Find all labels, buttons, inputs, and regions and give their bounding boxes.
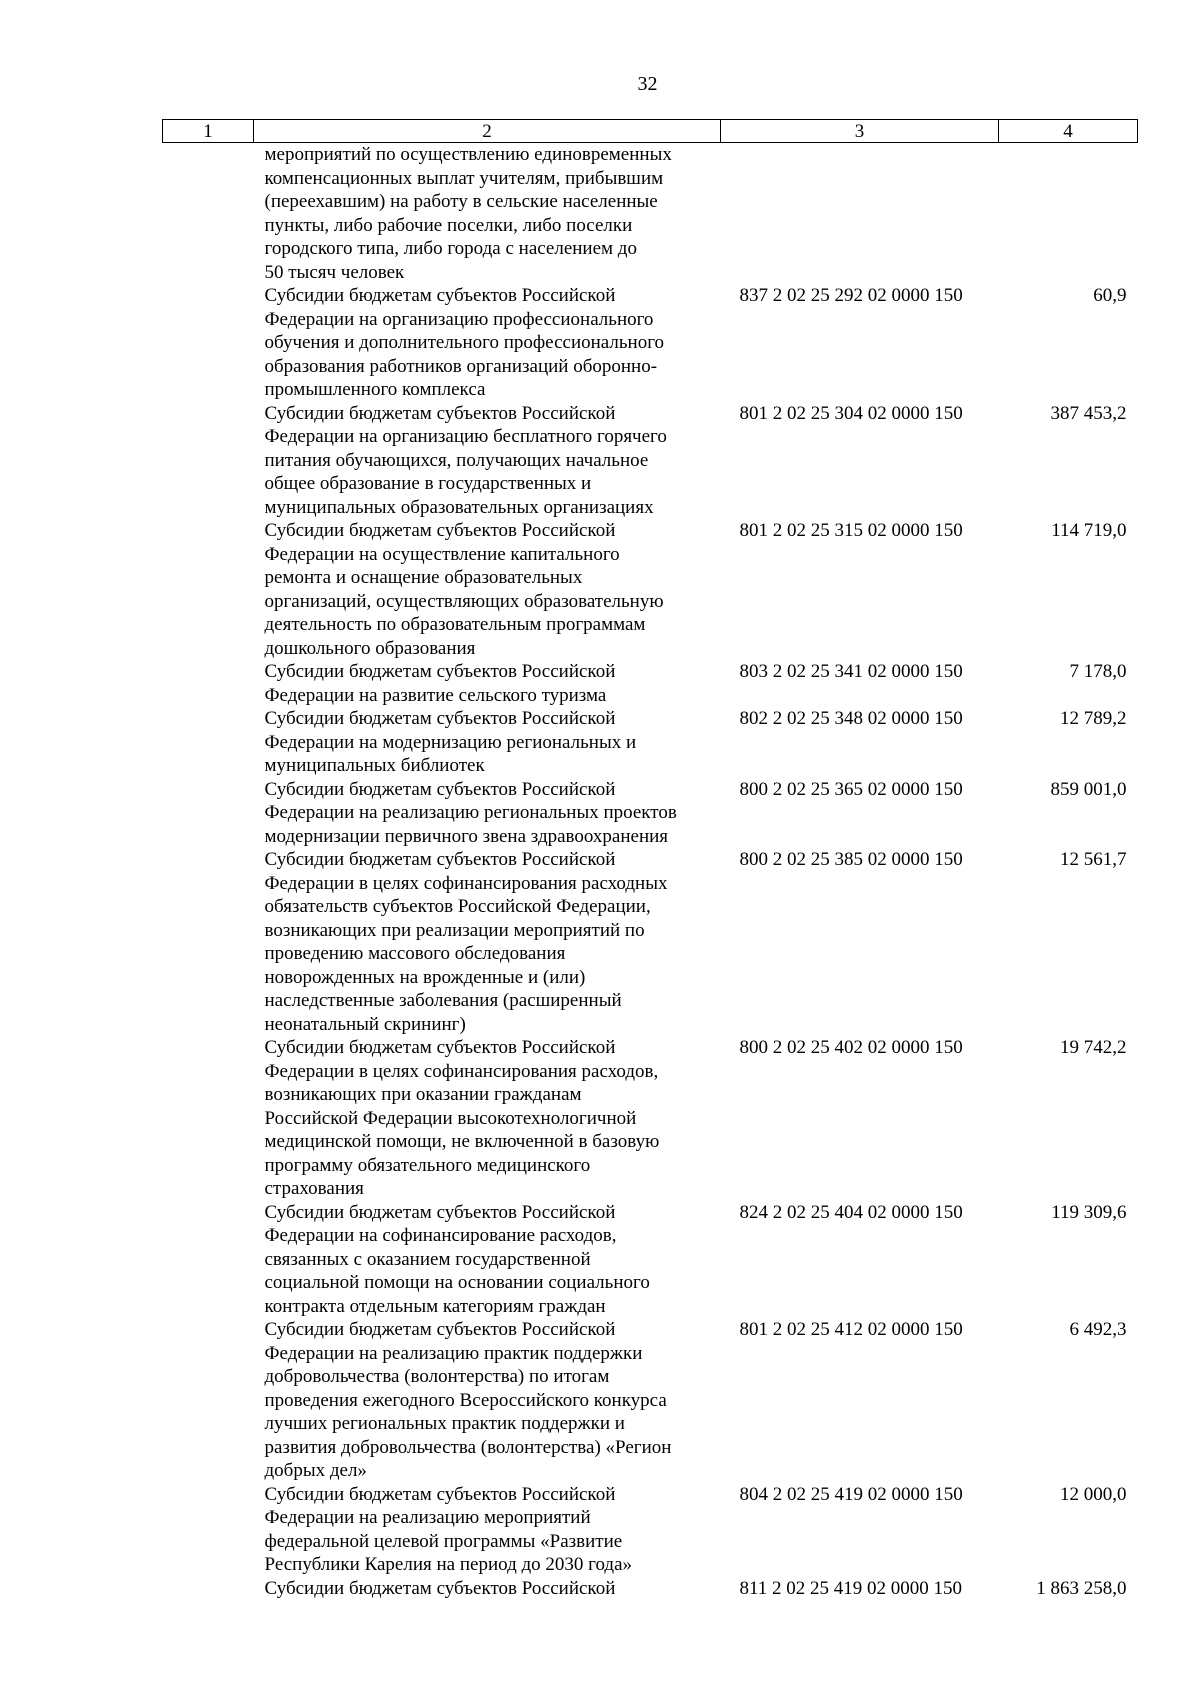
description-line: федеральной целевой программы «Развитие — [264, 1530, 623, 1552]
header-cell-4: 4 — [999, 120, 1138, 143]
description-line: модернизации первичного звена здравоохранения — [264, 825, 669, 847]
amount-cell: 7 178,0 — [1069, 661, 1127, 682]
description-line: неонатальный скрининг) — [264, 1013, 466, 1035]
description-line: промышленного комплекса — [264, 379, 486, 400]
budget-code-cell: 800 2 02 25 402 02 0000 150 — [739, 1037, 963, 1058]
description-line: муниципальных образовательных организациях — [264, 496, 654, 518]
description-line: Субсидии бюджетам субъектов Российской — [264, 402, 616, 424]
row-number-cell — [163, 1577, 254, 1601]
amount-cell: 114 719,0 — [1051, 520, 1127, 541]
description-line: связанных с оказанием государственной — [264, 1248, 591, 1270]
table-row — [163, 1318, 1138, 1483]
description-line: Федерации на реализацию региональных проектов — [264, 802, 677, 823]
description-cell — [254, 707, 721, 778]
description-line: добрых дел» — [264, 1460, 367, 1481]
table-row — [163, 1483, 1138, 1577]
description-cell — [254, 1201, 721, 1319]
row-number-cell — [163, 1201, 254, 1319]
table-row — [163, 1201, 1138, 1319]
row-number-cell — [163, 778, 254, 849]
description-line: Субсидии бюджетам субъектов Российской — [264, 520, 616, 541]
description-line: Субсидии бюджетам субъектов Российской — [264, 1319, 616, 1340]
description-line: развития добровольчества (волонтерства) «Регион — [264, 1436, 672, 1458]
description-line: Субсидии бюджетам субъектов Российской — [264, 1483, 616, 1505]
amount-cell: 12 561,7 — [1060, 849, 1127, 870]
table-header — [163, 120, 1138, 143]
budget-code-cell: 804 2 02 25 419 02 0000 150 — [739, 1483, 963, 1505]
description-cell — [254, 1577, 721, 1601]
description-line: Федерации на организацию бесплатного горячего — [264, 426, 667, 447]
row-number-cell — [163, 1318, 254, 1483]
description-line: Субсидии бюджетам субъектов Российской — [264, 285, 616, 306]
description-line: Субсидии бюджетам субъектов Российской — [264, 1577, 616, 1599]
amount-cell: 1 863 258,0 — [1036, 1577, 1127, 1599]
description-cell — [254, 660, 721, 707]
table-row — [163, 284, 1138, 402]
description-line: возникающих при оказании гражданам — [264, 1084, 582, 1105]
row-number-cell — [163, 1036, 254, 1201]
description-line: Федерации на реализацию практик поддержки — [264, 1342, 643, 1364]
row-number-cell — [163, 519, 254, 660]
description-line: Субсидии бюджетам субъектов Российской — [264, 778, 616, 800]
table-row — [163, 143, 1138, 285]
row-number-cell — [163, 143, 254, 285]
description-line: образования работников организаций оборонно- — [264, 355, 658, 377]
description-line: организаций, осуществляющих образовательную — [264, 590, 664, 612]
description-cell — [254, 1318, 721, 1483]
description-line: обязательств субъектов Российской Федерации, — [264, 896, 651, 917]
description-line: дошкольного образования — [264, 637, 476, 659]
amount-cell: 12 000,0 — [1060, 1483, 1127, 1505]
budget-code-cell — [721, 143, 999, 285]
table-row — [163, 848, 1138, 1036]
description-line: городского типа, либо города с населением до — [264, 238, 637, 259]
description-line: Субсидии бюджетам субъектов Российской — [264, 1201, 616, 1223]
description-line: питания обучающихся, получающих начальное — [264, 449, 649, 471]
row-number-cell — [163, 1483, 254, 1577]
description-line: Федерации на организацию профессионального — [264, 308, 654, 330]
description-line: (переехавшим) на работу в сельские населенные — [264, 191, 658, 212]
description-line: ремонта и оснащение образовательных — [264, 567, 583, 588]
description-line: медицинской помощи, не включенной в базовую — [264, 1131, 660, 1152]
header-cell-1: 1 — [163, 120, 254, 143]
description-line: наследственные заболевания (расширенный — [264, 990, 622, 1011]
description-line: Субсидии бюджетам субъектов Российской — [264, 849, 616, 870]
description-line: возникающих при реализации мероприятий по — [264, 919, 645, 941]
amount-cell: 6 492,3 — [1069, 1319, 1127, 1340]
row-number-cell — [163, 402, 254, 520]
budget-code-cell: 800 2 02 25 385 02 0000 150 — [739, 849, 963, 870]
description-line: Федерации в целях софинансирования расходов, — [264, 1060, 659, 1082]
header-cell-3: 3 — [721, 120, 999, 143]
budget-code-cell: 811 2 02 25 419 02 0000 150 — [739, 1577, 963, 1599]
description-cell — [254, 519, 721, 660]
amount-cell: 60,9 — [1093, 285, 1127, 306]
budget-code-cell: 824 2 02 25 404 02 0000 150 — [739, 1201, 963, 1223]
budget-code-cell: 803 2 02 25 341 02 0000 150 — [739, 661, 963, 682]
table-row — [163, 402, 1138, 520]
row-number-cell — [163, 848, 254, 1036]
amount-cell: 859 001,0 — [1050, 778, 1127, 800]
table-row — [163, 660, 1138, 707]
description-line: новорожденных на врожденные и (или) — [264, 966, 586, 988]
description-line: Федерации в целях софинансирования расходных — [264, 872, 668, 894]
table-row — [163, 707, 1138, 778]
description-line: деятельность по образовательным программам — [264, 614, 646, 635]
budget-code-cell: 801 2 02 25 412 02 0000 150 — [739, 1319, 963, 1340]
table-row — [163, 519, 1138, 660]
description-cell — [254, 284, 721, 402]
description-line: Федерации на модернизацию региональных и — [264, 731, 637, 753]
table-row — [163, 1577, 1138, 1601]
row-number-cell — [163, 660, 254, 707]
page-number: 32 — [637, 73, 658, 95]
description-line: социальной помощи на основании социального — [264, 1272, 650, 1293]
description-line: Федерации на реализацию мероприятий — [264, 1507, 591, 1528]
budget-code-cell: 800 2 02 25 365 02 0000 150 — [739, 778, 963, 800]
header-row — [163, 120, 1138, 143]
description-line: муниципальных библиотек — [264, 755, 485, 776]
description-line: Республики Карелия на период до 2030 года» — [264, 1554, 633, 1575]
description-line: добровольчества (волонтерства) по итогам — [264, 1366, 610, 1387]
description-cell — [254, 778, 721, 849]
description-line: компенсационных выплат учителям, прибывшим — [264, 167, 664, 189]
budget-table — [162, 119, 1138, 1600]
budget-code-cell: 837 2 02 25 292 02 0000 150 — [739, 285, 963, 306]
description-cell — [254, 402, 721, 520]
description-cell — [254, 1036, 721, 1201]
header-cell-2: 2 — [254, 120, 721, 143]
budget-code-cell: 801 2 02 25 315 02 0000 150 — [739, 520, 963, 541]
description-cell — [254, 1483, 721, 1577]
amount-cell: 12 789,2 — [1060, 708, 1127, 729]
description-line: контракта отдельным категориям граждан — [264, 1295, 606, 1317]
description-cell — [254, 848, 721, 1036]
table-row — [163, 1036, 1138, 1201]
description-line: проведения ежегодного Всероссийского конкурса — [264, 1389, 667, 1411]
description-line: программу обязательного медицинского — [264, 1154, 591, 1176]
description-line: Субсидии бюджетам субъектов Российской — [264, 708, 616, 729]
row-number-cell — [163, 284, 254, 402]
amount-cell: 119 309,6 — [1051, 1201, 1127, 1223]
description-line: обучения и дополнительного профессионального — [264, 332, 665, 353]
budget-code-cell: 802 2 02 25 348 02 0000 150 — [739, 708, 963, 729]
description-line: 50 тысяч человек — [264, 261, 405, 283]
description-line: проведению массового обследования — [264, 943, 566, 964]
description-line: пункты, либо рабочие поселки, либо поселки — [264, 214, 633, 236]
description-line: Субсидии бюджетам субъектов Российской — [264, 1037, 616, 1058]
budget-code-cell: 801 2 02 25 304 02 0000 150 — [739, 402, 963, 424]
description-line: Субсидии бюджетам субъектов Российской — [264, 661, 616, 682]
description-line: страхования — [264, 1178, 364, 1199]
description-line: лучших региональных практик поддержки и — [264, 1413, 625, 1434]
description-line: Федерации на развитие сельского туризма — [264, 684, 607, 706]
description-line: Федерации на осуществление капитального — [264, 543, 620, 565]
description-line: общее образование в государственных и — [264, 473, 592, 494]
description-cell — [254, 143, 721, 285]
description-line: Федерации на софинансирование расходов, — [264, 1225, 617, 1246]
table-row — [163, 778, 1138, 849]
amount-cell — [999, 143, 1138, 285]
row-number-cell — [163, 707, 254, 778]
amount-cell: 387 453,2 — [1050, 402, 1127, 424]
description-line: Российской Федерации высокотехнологичной — [264, 1107, 637, 1129]
amount-cell: 19 742,2 — [1060, 1037, 1127, 1058]
description-line: мероприятий по осуществлению единовременных — [264, 144, 672, 165]
table-body — [163, 143, 1138, 1601]
